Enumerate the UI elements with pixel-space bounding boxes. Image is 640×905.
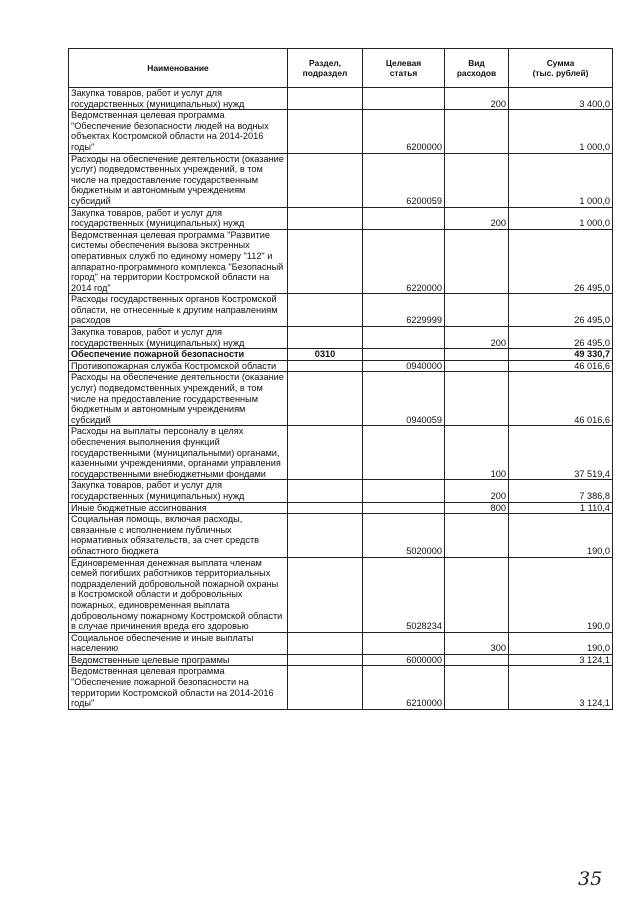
cell-type xyxy=(445,654,509,666)
cell-section xyxy=(288,557,363,632)
cell-target xyxy=(363,349,445,361)
cell-name: Расходы на обеспечение деятельности (оказание услуг) подведомственных учреждений, в том числе на предоставление государственным бюджетным и автономным учреждениям субсидий xyxy=(69,153,288,207)
cell-target xyxy=(363,207,445,229)
cell-name: Ведомственная целевая программа "Обеспечение пожарной безопасности на территории Костромской области на 2014-2016 годы" xyxy=(69,666,288,709)
cell-name: Закупка товаров, работ и услуг для государственных (муниципальных) нужд xyxy=(69,327,288,349)
cell-target: 5028234 xyxy=(363,557,445,632)
cell-section xyxy=(288,207,363,229)
cell-section xyxy=(288,480,363,502)
cell-sum: 3 124,1 xyxy=(509,654,613,666)
cell-sum: 46 016,6 xyxy=(509,372,613,426)
cell-sum: 190,0 xyxy=(509,514,613,557)
cell-target xyxy=(363,502,445,514)
cell-type xyxy=(445,666,509,709)
table-row xyxy=(69,666,613,709)
cell-name: Противопожарная служба Костромской области xyxy=(69,360,288,372)
table-body xyxy=(69,88,613,710)
cell-type xyxy=(445,514,509,557)
cell-sum: 190,0 xyxy=(509,557,613,632)
cell-name: Единовременная денежная выплата членам семей погибших работников территориальных подразделений добровольной пожарной охраны в Костромской области и добровольных пожарных, единовременная выплата добровольному пожарному Костромской области в случае причинения вреда его здоровью xyxy=(69,557,288,632)
cell-name: Ведомственные целевые программы xyxy=(69,654,288,666)
table-row xyxy=(69,480,613,502)
page-number: 35 xyxy=(578,868,603,890)
cell-section xyxy=(288,88,363,110)
cell-target: 5020000 xyxy=(363,514,445,557)
table-row xyxy=(69,502,613,514)
cell-target: 6229999 xyxy=(363,294,445,327)
table-row xyxy=(69,349,613,361)
cell-name: Закупка товаров, работ и услуг для государственных (муниципальных) нужд xyxy=(69,207,288,229)
cell-target xyxy=(363,327,445,349)
cell-name: Расходы на выплаты персоналу в целях обеспечения выполнения функций государственными (муниципальными) органами, казенными учреждениями, органами управления государственными внебюджетными фондами xyxy=(69,426,288,480)
cell-target: 0940059 xyxy=(363,372,445,426)
cell-section xyxy=(288,294,363,327)
cell-section xyxy=(288,632,363,654)
cell-name: Ведомственная целевая программа "Обеспечение безопасности людей на водных объектах Костромской области на 2014-2016 годы" xyxy=(69,110,288,153)
table-row xyxy=(69,557,613,632)
cell-section xyxy=(288,502,363,514)
cell-type xyxy=(445,229,509,294)
cell-target xyxy=(363,480,445,502)
cell-type: 200 xyxy=(445,207,509,229)
cell-type xyxy=(445,110,509,153)
cell-name: Социальная помощь, включая расходы, связанные с исполнением публичных нормативных обязательств, за счет средств областного бюджета xyxy=(69,514,288,557)
table-row xyxy=(69,372,613,426)
cell-target: 6000000 xyxy=(363,654,445,666)
cell-sum: 1 000,0 xyxy=(509,153,613,207)
cell-sum: 37 519,4 xyxy=(509,426,613,480)
cell-sum: 1 110,4 xyxy=(509,502,613,514)
cell-type: 100 xyxy=(445,426,509,480)
cell-target: 6200059 xyxy=(363,153,445,207)
cell-target: 0940000 xyxy=(363,360,445,372)
cell-name: Иные бюджетные ассигнования xyxy=(69,502,288,514)
cell-type xyxy=(445,372,509,426)
cell-type xyxy=(445,557,509,632)
cell-name: Ведомственная целевая программа "Развитие системы обеспечения вызова экстренных оперативных служб по единому номеру "112" и аппаратно-программного комплекса "Безопасный город" на территории Костромской области на 2014 год" xyxy=(69,229,288,294)
cell-section xyxy=(288,153,363,207)
cell-target xyxy=(363,88,445,110)
cell-section xyxy=(288,666,363,709)
table-row xyxy=(69,426,613,480)
header-name: Наименование xyxy=(69,49,288,88)
cell-section xyxy=(288,654,363,666)
cell-section xyxy=(288,110,363,153)
header-section: Раздел, подраздел xyxy=(288,49,363,88)
table-row xyxy=(69,110,613,153)
cell-type: 200 xyxy=(445,88,509,110)
cell-type xyxy=(445,153,509,207)
table-header xyxy=(69,49,613,88)
cell-sum: 26 495,0 xyxy=(509,229,613,294)
cell-section: 0310 xyxy=(288,349,363,361)
cell-sum: 49 330,7 xyxy=(509,349,613,361)
cell-name: Социальное обеспечение и иные выплаты населению xyxy=(69,632,288,654)
cell-type: 200 xyxy=(445,480,509,502)
cell-sum: 7 386,8 xyxy=(509,480,613,502)
cell-sum: 26 495,0 xyxy=(509,294,613,327)
cell-target xyxy=(363,426,445,480)
table-row xyxy=(69,153,613,207)
budget-table xyxy=(68,48,613,710)
cell-type: 200 xyxy=(445,327,509,349)
cell-target: 6210000 xyxy=(363,666,445,709)
cell-name: Закупка товаров, работ и услуг для государственных (муниципальных) нужд xyxy=(69,88,288,110)
cell-section xyxy=(288,372,363,426)
cell-sum: 46 016,6 xyxy=(509,360,613,372)
cell-section xyxy=(288,360,363,372)
cell-sum: 3 124,1 xyxy=(509,666,613,709)
cell-name: Расходы государственных органов Костромской области, не отнесенные к другим направлениям расходов xyxy=(69,294,288,327)
cell-target xyxy=(363,632,445,654)
cell-type xyxy=(445,349,509,361)
table-row xyxy=(69,207,613,229)
cell-type: 800 xyxy=(445,502,509,514)
cell-target: 6220000 xyxy=(363,229,445,294)
header-type: Вид расходов xyxy=(445,49,509,88)
cell-target: 6200000 xyxy=(363,110,445,153)
cell-sum: 3 400,0 xyxy=(509,88,613,110)
header-sum: Сумма (тыс. рублей) xyxy=(509,49,613,88)
table-row xyxy=(69,294,613,327)
table-row xyxy=(69,327,613,349)
cell-name: Закупка товаров, работ и услуг для государственных (муниципальных) нужд xyxy=(69,480,288,502)
cell-section xyxy=(288,229,363,294)
cell-name: Расходы на обеспечение деятельности (оказание услуг) подведомственных учреждений, в том числе на предоставление государственным бюджетным и автономным учреждениям субсидий xyxy=(69,372,288,426)
table-row xyxy=(69,514,613,557)
table-row xyxy=(69,654,613,666)
cell-section xyxy=(288,426,363,480)
cell-type: 300 xyxy=(445,632,509,654)
table-row xyxy=(69,632,613,654)
cell-sum: 26 495,0 xyxy=(509,327,613,349)
cell-name: Обеспечение пожарной безопасности xyxy=(69,349,288,361)
cell-type xyxy=(445,360,509,372)
table-row xyxy=(69,88,613,110)
cell-type xyxy=(445,294,509,327)
header-target: Целевая статья xyxy=(363,49,445,88)
table-row xyxy=(69,360,613,372)
cell-sum: 1 000,0 xyxy=(509,207,613,229)
cell-sum: 1 000,0 xyxy=(509,110,613,153)
cell-sum: 190,0 xyxy=(509,632,613,654)
cell-section xyxy=(288,514,363,557)
header-row xyxy=(69,49,613,88)
cell-section xyxy=(288,327,363,349)
table-row xyxy=(69,229,613,294)
